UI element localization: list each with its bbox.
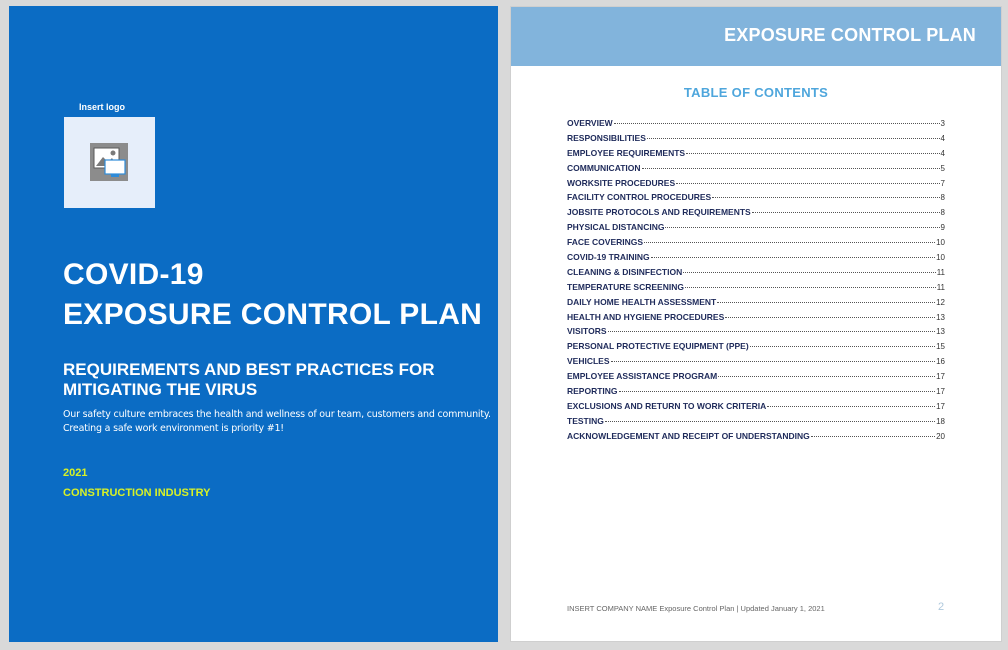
toc-entry[interactable] xyxy=(567,192,945,207)
page-number: 2 xyxy=(938,601,945,613)
toc-entry[interactable] xyxy=(567,431,945,446)
toc-entry[interactable] xyxy=(567,401,945,416)
toc-entry[interactable] xyxy=(567,341,945,356)
toc-entry-label[interactable]: VEHICLES xyxy=(567,356,610,367)
toc-entry[interactable] xyxy=(567,282,945,297)
toc-entry-page: 9 xyxy=(940,223,945,233)
toc-entry[interactable] xyxy=(567,326,945,341)
toc-entry-label[interactable]: HEALTH AND HYGIENE PROCEDURES xyxy=(567,311,725,322)
toc-dot-leader xyxy=(676,183,939,184)
toc-entry-label[interactable]: PHYSICAL DISTANCING xyxy=(567,222,665,233)
cover-year: 2021 xyxy=(63,467,88,479)
toc-entry[interactable] xyxy=(567,416,945,431)
page-footer: INSERT COMPANY NAME Exposure Control Plan | Updated January 1, 2021 xyxy=(567,604,825,613)
toc-entry-page: 13 xyxy=(936,312,945,322)
toc-entry-label[interactable]: WORKSITE PROCEDURES xyxy=(567,177,676,188)
toc-entry-label[interactable]: RESPONSIBILITIES xyxy=(567,132,646,143)
cover-title-line2: EXPOSURE CONTROL PLAN xyxy=(63,298,483,331)
toc-dot-leader xyxy=(614,123,940,124)
toc-dot-leader xyxy=(608,331,936,332)
toc-entry-page: 20 xyxy=(936,431,945,441)
toc-entry[interactable] xyxy=(567,178,945,193)
toc-entry-page: 18 xyxy=(936,416,945,426)
toc-entry-page: 16 xyxy=(936,357,945,367)
toc-dot-leader xyxy=(619,391,936,392)
toc-entry-page: 11 xyxy=(936,282,945,292)
toc-entry-page: 4 xyxy=(940,133,945,143)
toc-entry-page: 4 xyxy=(940,148,945,158)
cover-industry: CONSTRUCTION INDUSTRY xyxy=(63,487,211,499)
toc-entry-page: 17 xyxy=(936,387,945,397)
header-title: EXPOSURE CONTROL PLAN xyxy=(724,25,976,45)
cover-subtitle-line2: MITIGATING THE VIRUS xyxy=(63,380,258,399)
toc-entry-page: 13 xyxy=(936,327,945,337)
toc-entry-label[interactable]: EMPLOYEE ASSISTANCE PROGRAM xyxy=(567,371,718,382)
toc-list xyxy=(567,118,945,446)
toc-dot-leader xyxy=(665,227,939,228)
logo-placeholder[interactable] xyxy=(64,117,155,208)
logo-label: Insert logo xyxy=(79,102,126,112)
toc-dot-leader xyxy=(651,257,935,258)
cover-description xyxy=(63,408,491,436)
toc-entry-page: 17 xyxy=(936,372,945,382)
toc-dot-leader xyxy=(767,406,935,407)
cover-page xyxy=(9,6,498,642)
toc-dot-leader xyxy=(686,153,939,154)
toc-entry-page: 8 xyxy=(940,193,945,203)
toc-entry[interactable] xyxy=(567,312,945,327)
toc-dot-leader xyxy=(717,302,935,303)
toc-dot-leader xyxy=(647,138,940,139)
toc-entry[interactable] xyxy=(567,133,945,148)
toc-entry[interactable] xyxy=(567,252,945,267)
toc-entry-page: 7 xyxy=(940,178,945,188)
toc-entry-page: 10 xyxy=(936,253,945,263)
toc-entry[interactable] xyxy=(567,356,945,371)
toc-entry-label[interactable]: REPORTING xyxy=(567,386,618,397)
toc-dot-leader xyxy=(683,272,935,273)
toc-entry-label[interactable]: TEMPERATURE SCREENING xyxy=(567,281,684,292)
toc-entry[interactable] xyxy=(567,386,945,401)
toc-page xyxy=(510,6,1002,642)
toc-entry-page: 8 xyxy=(940,208,945,218)
cover-title-line1: COVID-19 xyxy=(63,258,204,291)
cover-subtitle-line1: REQUIREMENTS AND BEST PRACTICES FOR xyxy=(63,360,435,379)
toc-dot-leader xyxy=(811,436,935,437)
cover-description-line2: Creating a safe work environment is priority #1! xyxy=(63,423,284,434)
toc-entry-label[interactable]: VISITORS xyxy=(567,326,607,337)
toc-entry-label[interactable]: OVERVIEW xyxy=(567,118,613,128)
toc-heading: TABLE OF CONTENTS xyxy=(683,85,829,100)
toc-entry-label[interactable]: DAILY HOME HEALTH ASSESSMENT xyxy=(567,296,717,307)
toc-entry-page: 3 xyxy=(940,119,945,128)
toc-dot-leader xyxy=(725,317,935,318)
toc-dot-leader xyxy=(605,421,935,422)
toc-entry-page: 11 xyxy=(936,267,945,277)
toc-entry-label[interactable]: COMMUNICATION xyxy=(567,162,641,173)
toc-entry-label[interactable]: PERSONAL PROTECTIVE EQUIPMENT (PPE) xyxy=(567,341,749,352)
toc-entry-label[interactable]: EMPLOYEE REQUIREMENTS xyxy=(567,147,686,158)
toc-dot-leader xyxy=(685,287,936,288)
toc-entry[interactable] xyxy=(567,297,945,312)
toc-entry[interactable] xyxy=(567,148,945,163)
toc-entry-label[interactable]: FACE COVERINGS xyxy=(567,237,644,248)
toc-entry-label[interactable]: EXCLUSIONS AND RETURN TO WORK CRITERIA xyxy=(567,400,767,411)
toc-dot-leader xyxy=(644,242,935,243)
toc-entry-label[interactable]: CLEANING & DISINFECTION xyxy=(567,266,683,277)
toc-entry-page: 17 xyxy=(936,401,945,411)
toc-dot-leader xyxy=(752,212,940,213)
cover-subtitle xyxy=(63,360,483,400)
toc-entry[interactable] xyxy=(567,267,945,282)
toc-entry[interactable] xyxy=(567,163,945,178)
toc-entry-page: 12 xyxy=(936,297,945,307)
toc-entry-page: 10 xyxy=(936,238,945,248)
toc-entry-page: 15 xyxy=(936,342,945,352)
toc-entry-label[interactable]: COVID-19 TRAINING xyxy=(567,252,650,263)
toc-dot-leader xyxy=(611,361,936,362)
toc-dot-leader xyxy=(750,346,935,347)
toc-dot-leader xyxy=(718,376,935,377)
toc-entry-label[interactable]: JOBSITE PROTOCOLS AND REQUIREMENTS xyxy=(567,207,751,218)
toc-entry[interactable] xyxy=(567,371,945,386)
cover-description-line1: Our safety culture embraces the health and wellness of our team, customers and community. xyxy=(63,409,491,420)
toc-entry-label[interactable]: TESTING xyxy=(567,415,604,426)
toc-entry[interactable] xyxy=(567,118,945,133)
toc-entry-page: 5 xyxy=(940,163,945,173)
toc-entry-label[interactable]: FACILITY CONTROL PROCEDURES xyxy=(567,192,712,203)
toc-dot-leader xyxy=(712,197,939,198)
toc-entry-label[interactable]: ACKNOWLEDGEMENT AND RECEIPT OF UNDERSTANDING xyxy=(567,430,810,441)
page-header-band xyxy=(511,7,1001,66)
cover-title xyxy=(63,255,483,335)
toc-entry[interactable] xyxy=(567,237,945,252)
toc-dot-leader xyxy=(642,168,940,169)
toc-entry[interactable] xyxy=(567,207,945,222)
image-placeholder-icon xyxy=(90,143,128,181)
toc-entry[interactable] xyxy=(567,222,945,237)
